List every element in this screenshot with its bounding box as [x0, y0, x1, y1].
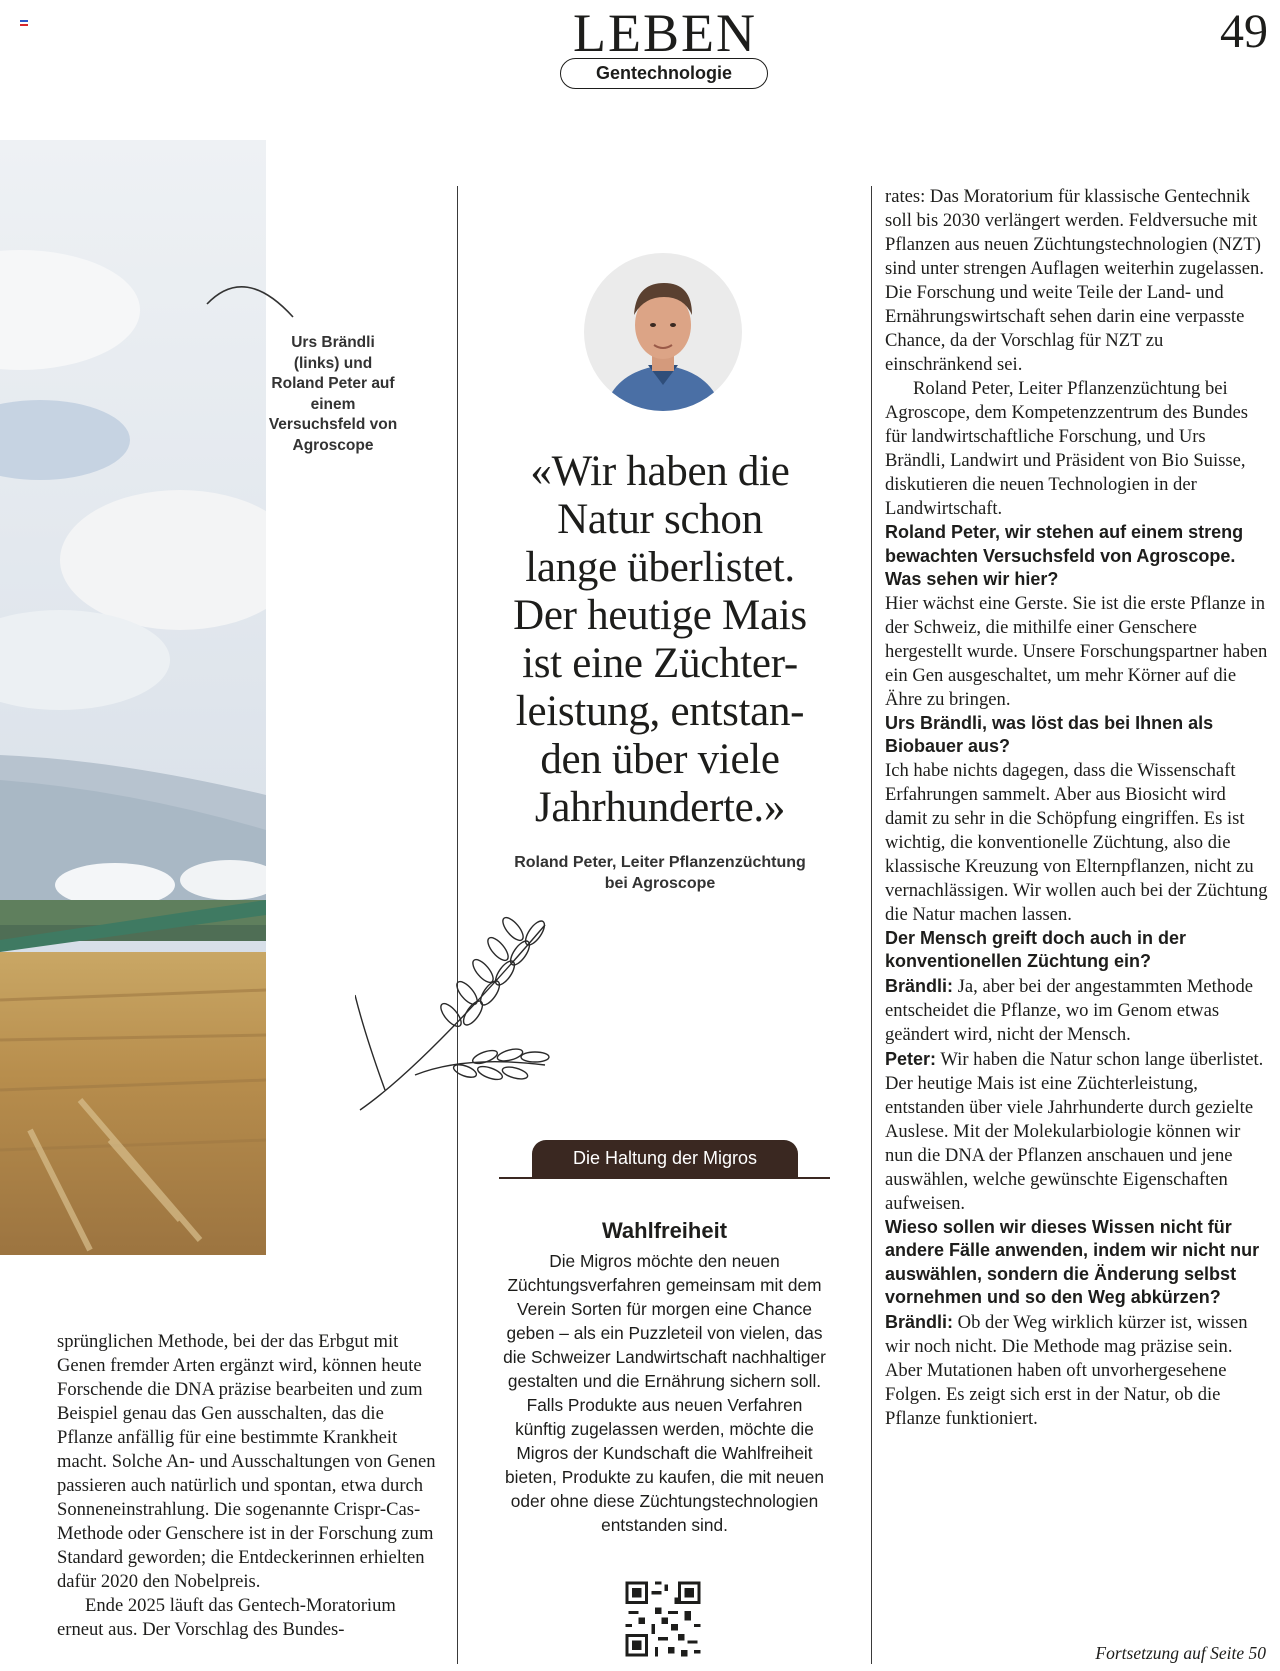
attribution-line: Roland Peter, Leiter Pflanzenzüchtung [514, 854, 806, 871]
answer-text: Wir haben die Natur schon lange überlistet. Der heutige Mais ist eine Züchterleistung, entstanden über viele Jahrhunderte durch gezielte Auslese. Mit der Molekularbiologie können wir nun die DNA der Pflanzen anschauen und jene auswählen, welche gewünschte Eigenschaften aufweisen. [885, 1048, 1264, 1214]
continuation-note: Fortsetzung auf Seite 50 [1095, 1643, 1266, 1663]
article-column-left [57, 1330, 441, 1642]
body-paragraph: Roland Peter, Leiter Pflanzenzüchtung bei Agroscope, dem Kompetenzzentrum des Bundes für landwirtschaftliche Forschung, und Urs Brändli, Landwirt und Präsident von Bio Suisse, diskutieren die neuen Technologien in der Landwirtschaft. [885, 378, 1248, 519]
pull-quote-line: ist eine Züchter- [522, 640, 798, 687]
interview-answer [885, 974, 1270, 1047]
interview-answer [885, 1047, 1270, 1216]
pull-quote-line: Der heutige Mais [513, 592, 807, 639]
column-rule-right [871, 186, 872, 1664]
qr-code-icon[interactable] [622, 1578, 704, 1660]
section-title: LEBEN [573, 3, 757, 63]
pull-quote-line: leistung, entstan- [515, 688, 805, 735]
body-paragraph: sprünglichen Methode, bei der das Erbgut mit Genen fremder Arten ergänzt wird, können heute Forschende die DNA präzise bearbeiten und zum Beispiel genau das Gen ausschalten, das die Pflanze anfällig für eine bestimmte Krankheit macht. Solche An- und Ausschaltungen von Genen passieren auch natürlich und spontan, etwa durch Sonneneinstrahlung. Die sogenannte Crispr-Cas-Methode oder Genschere ist in der Forschung zum Standard geworden; die Entdeckerinnen erhielten dafür 2020 den Nobelpreis. [57, 1331, 436, 1592]
interview-answer: Hier wächst eine Gerste. Sie ist die erste Pflanze in der Schweiz, die mithilfe einer Genschere hergestellt wurde. Unsere Forschungspartner haben ein Gen ausgeschaltet, um mehr Körner auf die Ähre zu bringen. [885, 592, 1268, 710]
interview-question: Roland Peter, wir stehen auf einem streng bewachten Versuchsfeld von Agroscope. Was sehen wir hier? [885, 522, 1244, 589]
interview-question: Wieso sollen wir dieses Wissen nicht für andere Fälle anwenden, indem wir nicht nur auswählen, sondern die Änderung selbst vornehmen und so den Weg abkürzen? [885, 1216, 1260, 1307]
speaker-label: Brändli: [885, 975, 954, 996]
pull-quote [480, 448, 840, 832]
pull-quote-line: den über viele [540, 736, 780, 783]
caption-pointer-arc [205, 272, 295, 322]
migros-box-rule [499, 1177, 830, 1179]
pull-quote-line: Jahrhunderte.» [534, 784, 786, 831]
speaker-label: Peter: [885, 1048, 937, 1069]
interview-answer [885, 1310, 1270, 1431]
pull-quote-attribution [480, 852, 840, 894]
answer-text: Ja, aber bei der angestammten Methode entscheidet die Pflanze, wo im Genom etwas geändert wird, nicht der Mensch. [885, 975, 1253, 1045]
topic-tag: Gentechnologie [560, 58, 768, 89]
migros-box-heading: Wahlfreiheit [601, 1218, 728, 1243]
interview-answer: Ich habe nichts dagegen, dass die Wissenschaft Erfahrungen sammelt. Aber aus Biosicht wird damit zu sehr in die Schöpfung eingriffen. Es ist wichtig, die konventionelle Züchtung, also die klassische Kreuzung von Elternpflanzen, nicht zu vernachlässigen. Wir wollen auch bei der Züchtung die Natur machen lassen. [885, 759, 1268, 925]
interview-question: Der Mensch greift doch auch in der konventionellen Züchtung ein? [885, 927, 1187, 971]
portrait-roland-peter [584, 253, 742, 411]
pull-quote-line: Natur schon [557, 496, 763, 543]
pull-quote-line: «Wir haben die [530, 448, 790, 495]
article-column-right [885, 185, 1270, 1431]
migros-box-label: Die Haltung der Migros [532, 1140, 798, 1177]
wheat-illustration-icon [355, 915, 555, 1115]
speaker-label: Brändli: [885, 1311, 954, 1332]
interview-question: Urs Brändli, was löst das bei Ihnen als Biobauer aus? [885, 712, 1214, 756]
body-paragraph: Ende 2025 läuft das Gentech-Moratorium erneut aus. Der Vorschlag des Bundes- [57, 1595, 396, 1640]
page-number: 49 [1220, 5, 1268, 58]
pull-quote-line: lange überlistet. [525, 544, 795, 591]
answer-text: Ob der Weg wirklich kürzer ist, wissen wir noch nicht. Die Methode mag präzise sein. Aber Mutationen haben oft unvorhergesehene Folgen. Es zeigt sich erst in der Natur, ob die Pflanze funktioniert. [885, 1311, 1248, 1429]
attribution-line: bei Agroscope [604, 875, 716, 892]
photo-caption: Urs Brändli (links) und Roland Peter auf einem Versuchsfeld von Agroscope [268, 334, 398, 454]
body-paragraph: rates: Das Moratorium für klassische Gentechnik soll bis 2030 verlängert werden. Feldversuche mit Pflanzen aus neuen Züchtungstechnologien (NZT) sind unter strengen Auflagen weiterhin zugelassen. Die Forschung und weite Teile der Land- und Ernährungswirtschaft sehen darin eine verpasste Chance, da der Vorschlag für NZT zu einschränkend sei. [885, 186, 1264, 375]
migros-box-body: Die Migros möchte den neuen Züchtungsverfahren gemeinsam mit dem Verein Sorten für morgen eine Chance geben – als ein Puzzleteil von vielen, das die Schweizer Landwirtschaft nachhaltiger gestalten und die Ernährung sichern soll. Falls Produkte aus neuen Verfahren künftig zugelassen werden, möchte die Migros der Kundschaft die Wahlfreiheit bieten, Produkte zu kaufen, die mit neuen oder ohne diese Züchtungstechnologien entstanden sind. [503, 1251, 826, 1535]
